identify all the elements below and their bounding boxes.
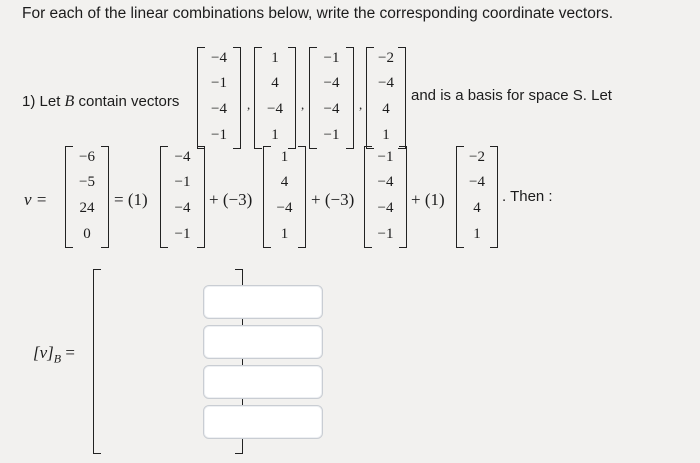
term-3-coef: + (−3)	[311, 190, 355, 209]
basis-vector-2	[254, 47, 296, 149]
basis-2-entry-3: −4	[267, 101, 283, 117]
basis-1-entry-2: −1	[211, 75, 227, 91]
basis-2-entry-4: 1	[271, 127, 279, 143]
basis-4-entry-2: −4	[378, 75, 394, 91]
basis-1-entry-1: −4	[211, 50, 227, 66]
basis-vector-3	[309, 47, 354, 149]
term-4-coef: + (1)	[411, 190, 445, 209]
v-entry-2: −5	[79, 174, 95, 190]
coord-answer-input-2[interactable]	[203, 325, 323, 359]
basis-vector-4	[366, 47, 406, 149]
basis-4-entry-3: 4	[382, 101, 390, 117]
coord-vector-label	[33, 343, 75, 366]
question-text: For each of the linear combinations below, write the corresponding coordinate vectors.	[22, 5, 614, 22]
term-3-vector	[364, 146, 407, 248]
then-text: . Then :	[502, 188, 553, 205]
term-3-entry-3: −4	[377, 200, 394, 216]
v-vector	[65, 146, 109, 248]
term-4-entry-1: −2	[469, 149, 485, 165]
term-4-entry-4: 1	[473, 226, 481, 242]
term-3-entry-4: −1	[377, 226, 394, 242]
basis-2-entry-2: 4	[271, 75, 279, 91]
term-1-entry-2: −1	[174, 174, 191, 190]
term-4-entry-2: −4	[469, 174, 485, 190]
term-2-vector	[263, 146, 306, 248]
term-2-entry-3: −4	[276, 200, 293, 216]
term-1-entry-4: −1	[174, 226, 191, 242]
basis-2-entry-1: 1	[271, 50, 279, 66]
basis-1-entry-3: −4	[211, 101, 227, 117]
term-3-entry-2: −4	[377, 174, 394, 190]
v-label: v =	[24, 190, 48, 209]
term-1-coef: = (1)	[114, 190, 148, 209]
basis-symbol: B	[64, 93, 75, 110]
coord-answer-input-3[interactable]	[203, 365, 323, 399]
v-entry-4: 0	[83, 226, 91, 242]
coord-answer-input-4[interactable]	[203, 405, 323, 439]
term-2-entry-1: 1	[280, 149, 289, 165]
basis-4-entry-4: 1	[382, 127, 390, 143]
basis-3-entry-4: −1	[323, 127, 340, 143]
separator-2: ,	[301, 97, 305, 112]
basis-3-entry-2: −4	[323, 75, 340, 91]
term-1-vector	[160, 146, 205, 248]
basis-vector-1	[197, 47, 241, 149]
coord-subscript: B	[53, 351, 62, 366]
term-2-coef: + (−3)	[209, 190, 253, 209]
term-1-entry-1: −4	[174, 149, 191, 165]
separator-1: ,	[247, 97, 251, 112]
coord-answer-input-1[interactable]	[203, 285, 323, 319]
basis-3-entry-3: −4	[323, 101, 340, 117]
intro-suffix: contain vectors	[74, 93, 180, 110]
term-2-entry-4: 1	[280, 226, 289, 242]
basis-3-entry-1: −1	[323, 50, 340, 66]
separator-3: ,	[359, 97, 363, 112]
intro-text	[22, 93, 179, 111]
term-4-vector	[456, 146, 498, 248]
basis-4-entry-1: −2	[378, 50, 394, 66]
coord-label: [v]	[33, 343, 54, 362]
term-4-entry-3: 4	[473, 200, 481, 216]
coord-vector-matrix	[93, 269, 243, 454]
term-2-entry-2: 4	[280, 174, 289, 190]
basis-1-entry-4: −1	[211, 127, 227, 143]
term-3-entry-1: −1	[377, 149, 394, 165]
coord-equals: =	[65, 343, 75, 362]
intro-prefix: 1) Let	[22, 93, 65, 110]
v-entry-3: 24	[79, 200, 95, 216]
term-1-entry-3: −4	[174, 200, 191, 216]
basis-suffix-text: and is a basis for space S. Let	[411, 87, 612, 104]
v-entry-1: −6	[79, 149, 95, 165]
